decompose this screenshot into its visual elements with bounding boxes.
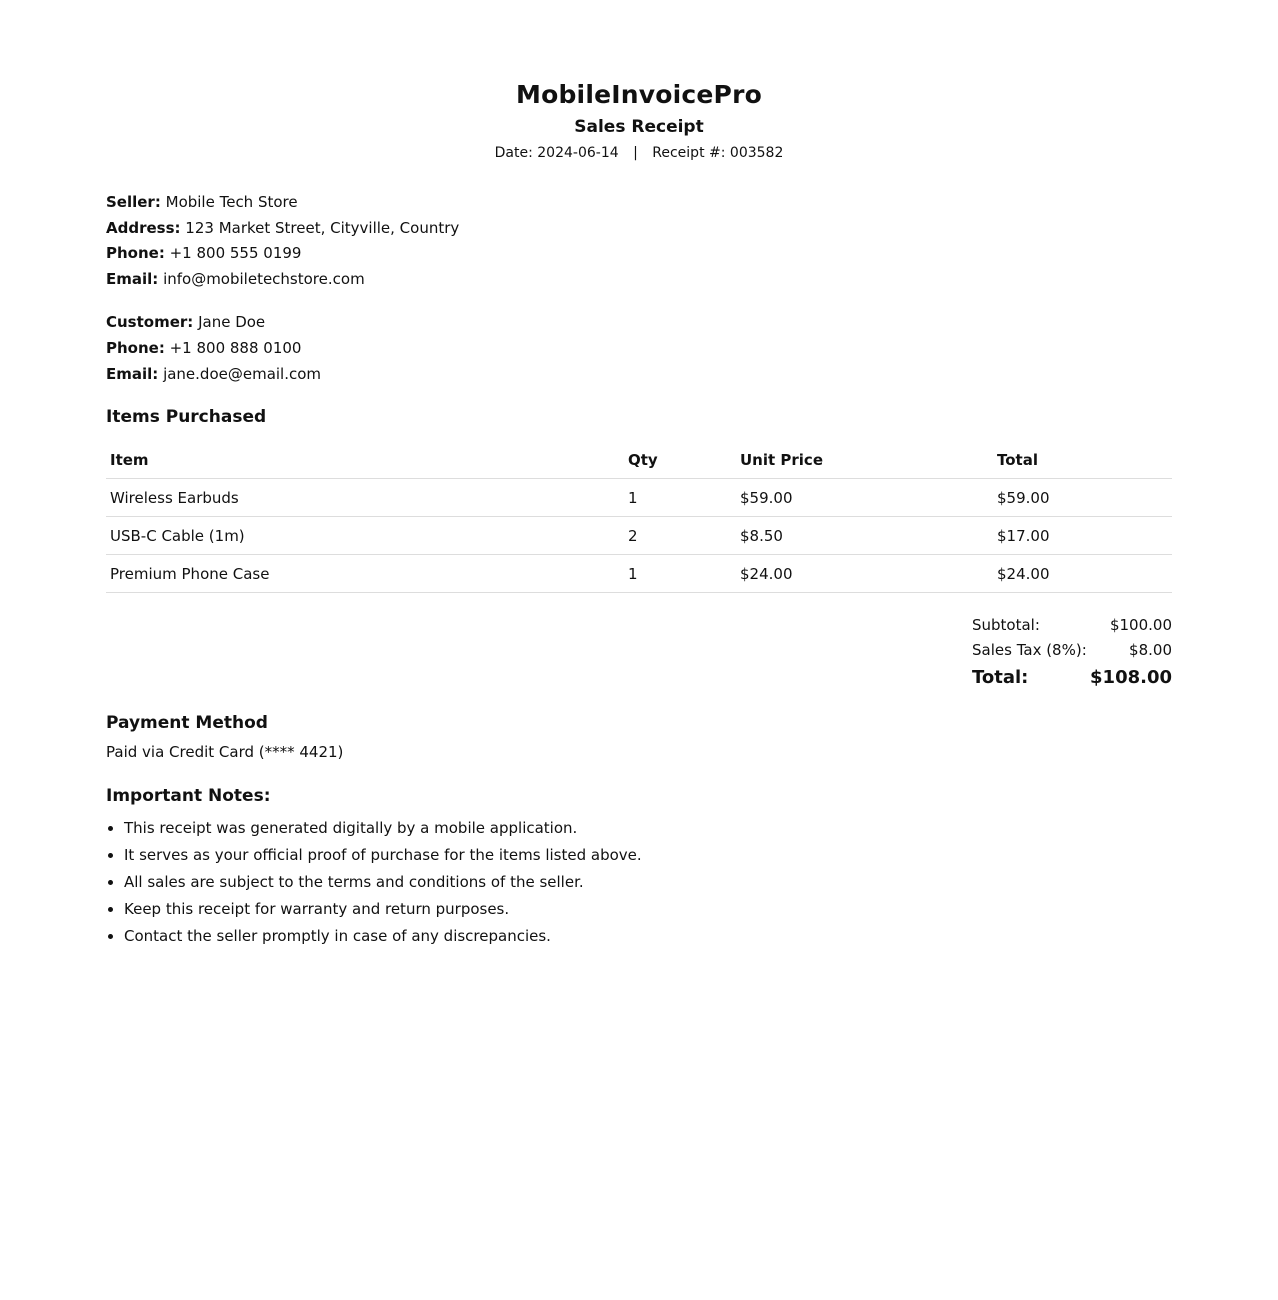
column-header-item: Item — [106, 441, 624, 479]
items-table — [106, 441, 1172, 593]
seller-address-row — [106, 216, 1172, 242]
seller-name-row — [106, 190, 1172, 216]
date-value: 2024-06-14 — [537, 145, 619, 161]
seller-email-label: Email: — [106, 269, 159, 288]
seller-phone-label: Phone: — [106, 244, 165, 263]
seller-phone-row — [106, 241, 1172, 267]
grand-total-value: $108.00 — [1090, 667, 1172, 689]
payment-method-text: Paid via Credit Card (**** 4421) — [106, 743, 344, 762]
seller-name: Mobile Tech Store — [165, 193, 298, 211]
items-section-title: Items Purchased — [106, 407, 267, 428]
customer-phone-label: Phone: — [106, 338, 165, 357]
list-item: • This receipt was generated digitally by a mobile application. — [124, 815, 1172, 842]
payment-section-title: Payment Method — [106, 713, 268, 734]
list-item: • Contact the seller promptly in case of any discrepancies. — [124, 923, 1172, 950]
receipt-meta — [106, 142, 1172, 164]
customer-phone-row — [106, 336, 1172, 362]
receipt-page — [106, 0, 1172, 950]
item-qty: 2 — [624, 517, 736, 555]
totals-summary — [972, 613, 1172, 691]
subtotal-label: Subtotal: — [972, 616, 1040, 635]
item-unit-price: $59.00 — [736, 479, 993, 517]
customer-name-label: Customer: — [106, 313, 194, 332]
seller-email: info@mobiletechstore.com — [163, 269, 365, 288]
seller-address-label: Address: — [106, 218, 181, 237]
item-total: $59.00 — [993, 479, 1172, 517]
items-table-header — [106, 441, 1172, 479]
customer-email-label: Email: — [106, 364, 159, 383]
list-item: • Keep this receipt for warranty and return purposes. — [124, 896, 1172, 923]
item-total: $17.00 — [993, 517, 1172, 555]
subtotal-value: $100.00 — [1109, 616, 1172, 635]
table-row — [106, 479, 1172, 517]
meta-separator: | — [633, 145, 638, 161]
document-title: Sales Receipt — [574, 117, 704, 137]
notes-section-title: Important Notes: — [106, 786, 271, 807]
column-header-qty: Qty — [624, 441, 736, 479]
list-item: • All sales are subject to the terms and conditions of the seller. — [124, 869, 1172, 896]
item-qty: 1 — [624, 479, 736, 517]
item-unit-price: $24.00 — [736, 555, 993, 593]
item-name: Premium Phone Case — [106, 555, 624, 593]
customer-phone: +1 800 888 0100 — [169, 338, 302, 357]
seller-info — [106, 190, 1172, 292]
receipt-header — [106, 78, 1172, 164]
grand-total-label: Total: — [972, 667, 1029, 689]
tax-label: Sales Tax (8%): — [972, 641, 1087, 660]
tax-row — [972, 638, 1172, 663]
receipt-number-value: 003582 — [729, 145, 784, 161]
app-title: MobileInvoicePro — [516, 80, 762, 109]
seller-address: 123 Market Street, Cityville, Country — [185, 218, 460, 237]
table-row — [106, 555, 1172, 593]
item-total: $24.00 — [993, 555, 1172, 593]
column-header-unit-price: Unit Price — [736, 441, 993, 479]
grand-total-row — [972, 664, 1172, 691]
customer-name: Jane Doe — [198, 313, 266, 332]
notes-list — [106, 815, 1172, 950]
date-label: Date: — [494, 145, 533, 161]
seller-email-row — [106, 267, 1172, 293]
tax-value: $8.00 — [1129, 641, 1172, 660]
list-item: • It serves as your official proof of purchase for the items listed above. — [124, 842, 1172, 869]
receipt-number-label: Receipt #: — [652, 145, 726, 161]
item-name: Wireless Earbuds — [106, 479, 624, 517]
item-unit-price: $8.50 — [736, 517, 993, 555]
seller-phone: +1 800 555 0199 — [169, 244, 302, 263]
customer-email: jane.doe@email.com — [163, 364, 322, 383]
table-row — [106, 517, 1172, 555]
column-header-total: Total — [993, 441, 1172, 479]
item-name: USB-C Cable (1m) — [106, 517, 624, 555]
subtotal-row — [972, 613, 1172, 638]
seller-name-label: Seller: — [106, 193, 161, 211]
customer-info — [106, 310, 1172, 387]
item-qty: 1 — [624, 555, 736, 593]
customer-email-row — [106, 362, 1172, 388]
customer-name-row — [106, 310, 1172, 336]
